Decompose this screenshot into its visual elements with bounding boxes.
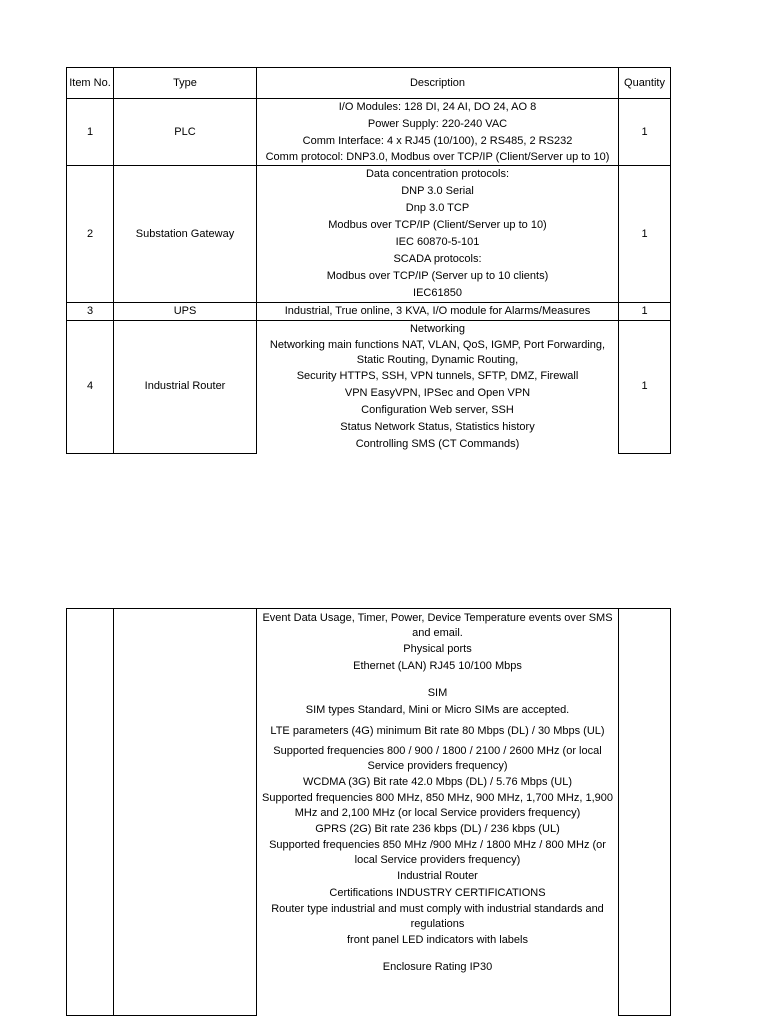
table-header-row xyxy=(67,68,671,99)
description-line: Supported frequencies 800 MHz, 850 MHz, 900 MHz, 1,700 MHz, 1,900 MHz and 2,100 MHz (or local Service providers frequency) xyxy=(262,792,613,819)
description-line: SIM types Standard, Mini or Micro SIMs are accepted. xyxy=(305,704,570,716)
row-1-quantity: 1 xyxy=(619,99,671,166)
description-line: Networking main functions NAT, VLAN, QoS, IGMP, Port Forwarding, Static Routing, Dynamic Routing, xyxy=(269,339,606,366)
row-4-continued-description xyxy=(257,609,619,1016)
description-line: I/O Modules: 128 DI, 24 AI, DO 24, AO 8 xyxy=(338,101,537,113)
row-3-quantity: 1 xyxy=(619,303,671,321)
row-1-description xyxy=(257,99,619,166)
description-line: Ethernet (LAN) RJ45 10/100 Mbps xyxy=(353,660,522,672)
row-2-item: 2 xyxy=(67,166,114,303)
description-line: Supported frequencies 850 MHz /900 MHz / 1800 MHz / 800 MHz (or local Service providers frequency) xyxy=(269,839,606,866)
description-line: Controlling SMS (CT Commands) xyxy=(355,438,520,450)
table-row-4-continued xyxy=(67,609,671,1016)
description-line: Status Network Status, Statistics history xyxy=(340,421,535,433)
description-line: SCADA protocols: xyxy=(393,253,482,265)
description-blank-line xyxy=(259,949,616,959)
description-line: Enclosure Rating IP30 xyxy=(382,961,493,973)
description-line: Configuration Web server, SSH xyxy=(361,404,514,416)
table-row-3 xyxy=(67,303,671,321)
description-line: SIM xyxy=(427,687,448,699)
description-line: Networking xyxy=(409,323,466,335)
description-line: GPRS (2G) Bit rate 236 kbps (DL) / 236 kbps (UL) xyxy=(315,823,560,835)
description-line: Power Supply: 220-240 VAC xyxy=(367,118,508,130)
row-4-item: 4 xyxy=(67,321,114,454)
description-line: Comm protocol: DNP3.0, Modbus over TCP/IP (Client/Server up to 10) xyxy=(265,151,610,163)
description-blank-line xyxy=(259,675,616,685)
row-3-item: 3 xyxy=(67,303,114,321)
row-1-item: 1 xyxy=(67,99,114,166)
description-line: Dnp 3.0 TCP xyxy=(405,202,470,214)
description-line: Physical ports xyxy=(403,643,472,655)
description-line: Supported frequencies 800 / 900 / 1800 / 2100 / 2600 MHz (or local Service providers frequency) xyxy=(273,745,602,772)
row-1-type: PLC xyxy=(114,99,257,166)
description-line: VPN EasyVPN, IPSec and Open VPN xyxy=(344,387,531,399)
description-line: Certifications INDUSTRY CERTIFICATIONS xyxy=(329,887,546,899)
description-line: Comm Interface: 4 x RJ45 (10/100), 2 RS485, 2 RS232 xyxy=(302,135,573,147)
row-2-type: Substation Gateway xyxy=(114,166,257,303)
description-line: LTE parameters (4G) minimum Bit rate 80 Mbps (DL) / 30 Mbps (UL) xyxy=(270,725,605,737)
equipment-table-page-2 xyxy=(66,608,671,1016)
row-4-quantity: 1 xyxy=(619,321,671,454)
description-line: WCDMA (3G) Bit rate 42.0 Mbps (DL) / 5.76 Mbps (UL) xyxy=(303,776,572,788)
description-line: Data concentration protocols: xyxy=(365,168,510,180)
row-2-quantity: 1 xyxy=(619,166,671,303)
row-4-continued-type xyxy=(114,609,257,1016)
row-4-type: Industrial Router xyxy=(114,321,257,454)
row-4-continued-item xyxy=(67,609,114,1016)
header-type: Type xyxy=(114,68,257,99)
header-item-no: Item No. xyxy=(67,68,114,99)
description-line: Industrial, True online, 3 KVA, I/O module for Alarms/Measures xyxy=(284,305,591,317)
table-row-1 xyxy=(67,99,671,166)
row-4-continued-quantity xyxy=(619,609,671,1016)
description-line: DNP 3.0 Serial xyxy=(401,185,474,197)
description-line: IEC 60870-5-101 xyxy=(395,236,480,248)
equipment-table-page-1 xyxy=(66,67,671,454)
table-row-4 xyxy=(67,321,671,454)
description-line: IEC61850 xyxy=(413,287,462,299)
row-3-description xyxy=(257,303,619,321)
header-description: Description xyxy=(257,68,619,99)
description-line: Router type industrial and must comply with industrial standards and regulations xyxy=(271,903,604,930)
row-4-description xyxy=(257,321,619,454)
description-line: front panel LED indicators with labels xyxy=(347,934,528,946)
description-line: Security HTTPS, SSH, VPN tunnels, SFTP, DMZ, Firewall xyxy=(296,370,579,382)
table-row-2 xyxy=(67,166,671,303)
row-2-description xyxy=(257,166,619,303)
description-line: Industrial Router xyxy=(397,870,478,882)
row-3-type: UPS xyxy=(114,303,257,321)
description-line: Modbus over TCP/IP (Client/Server up to 10) xyxy=(328,219,547,231)
description-line: Event Data Usage, Timer, Power, Device Temperature events over SMS and email. xyxy=(262,612,613,639)
description-line: Modbus over TCP/IP (Server up to 10 clients) xyxy=(326,270,549,282)
header-quantity: Quantity xyxy=(619,68,671,99)
